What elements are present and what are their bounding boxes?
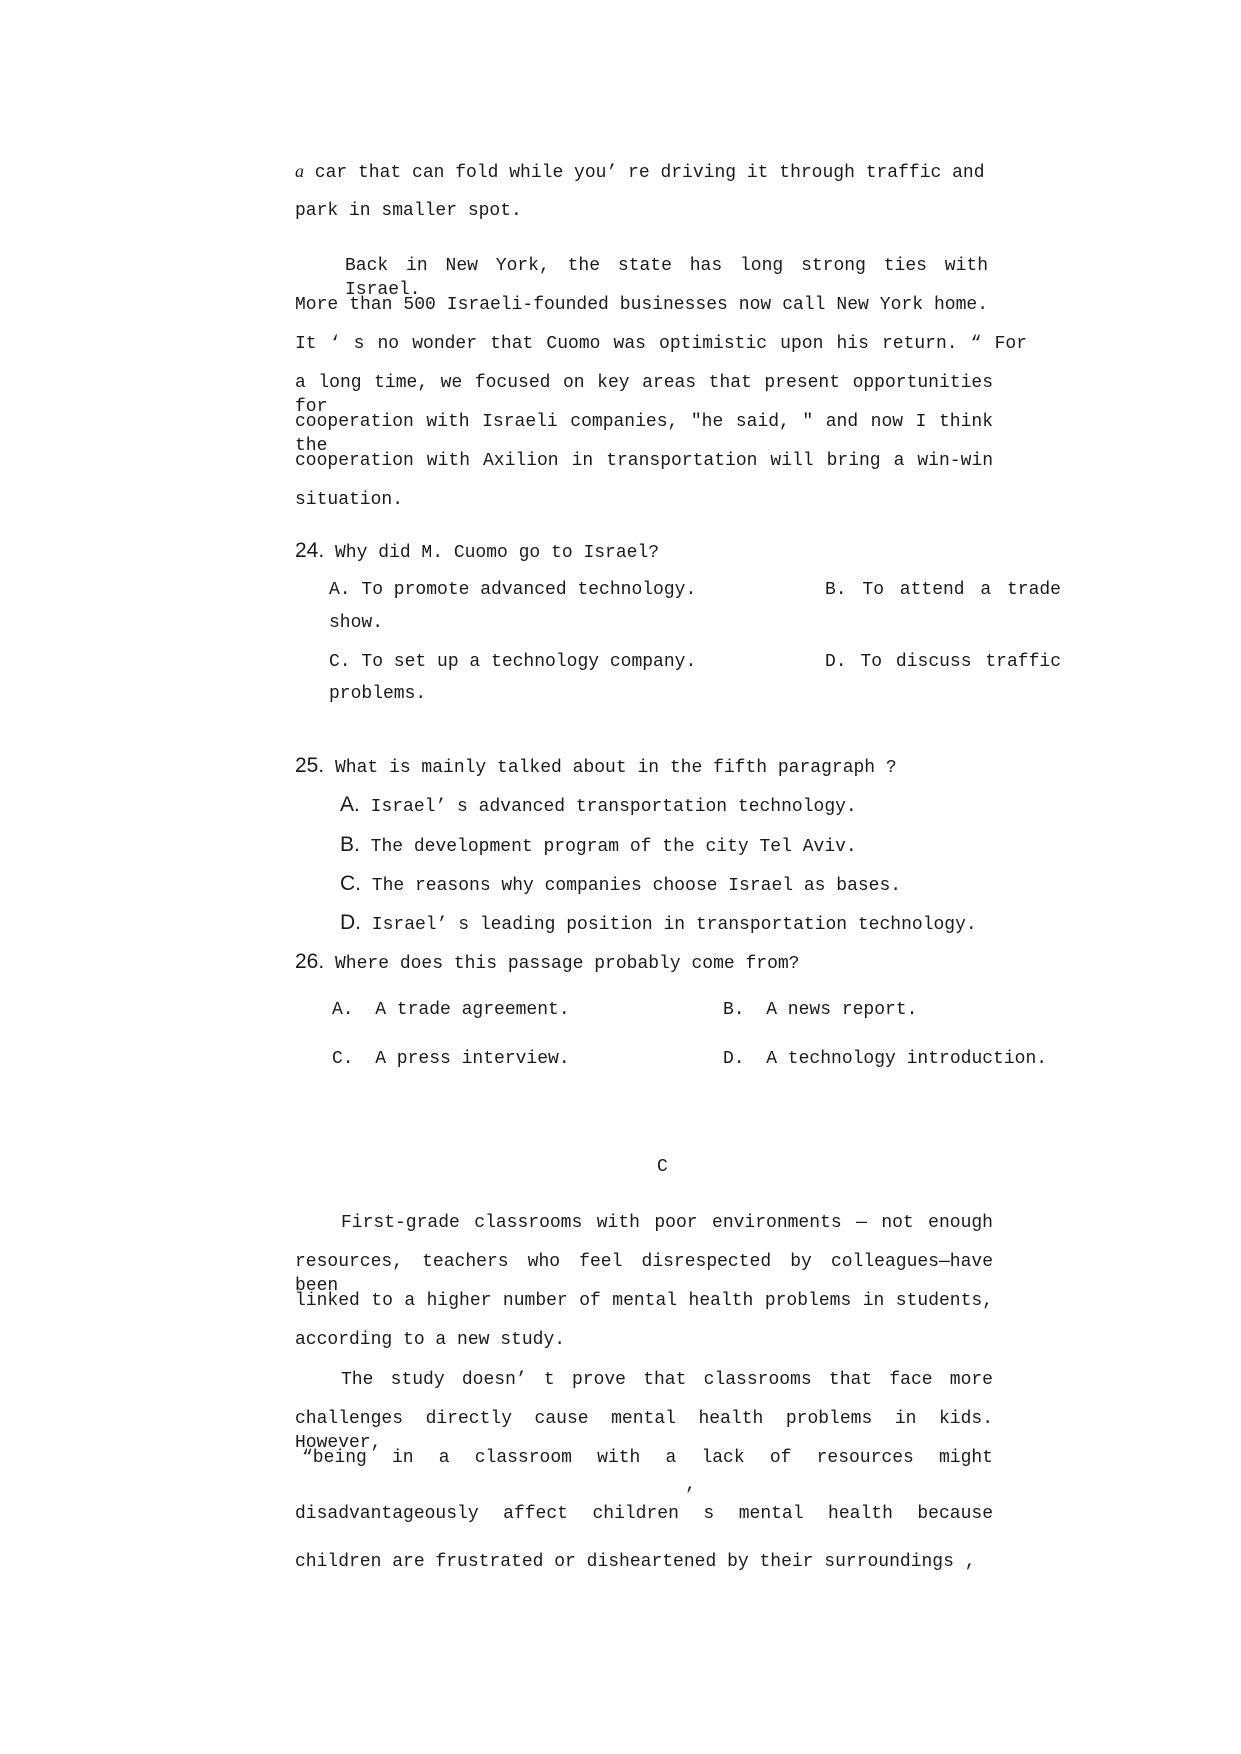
question-number: 25. <box>295 754 325 777</box>
passage-line: “being in a classroom with a lack of resources might <box>302 1448 993 1468</box>
question-text: Why did M. Cuomo go to Israel? <box>324 543 660 563</box>
passage-line: More than 500 Israeli-founded businesses now call New York home. <box>295 295 988 315</box>
passage-line: children are frustrated or disheartened by their surroundings , <box>295 1552 976 1572</box>
option-letter: B. <box>340 833 360 856</box>
option-b-cont: show. <box>329 613 384 633</box>
text: car that can fold while you’ re driving it through traffic and <box>304 163 985 183</box>
section-heading: C <box>657 1157 668 1177</box>
passage-line: cooperation with Israeli companies, ″he said, ″ and now I think the <box>295 412 993 456</box>
option-b[interactable]: B. To attend a trade <box>825 580 1061 600</box>
apostrophe-mark: ’ <box>684 1486 695 1506</box>
option-c[interactable] <box>340 872 901 898</box>
option-c[interactable]: C. To set up a technology company. <box>329 652 697 672</box>
option-letter: C. <box>340 872 361 895</box>
option-d[interactable] <box>340 911 977 937</box>
question-text: Where does this passage probably come from? <box>324 954 800 974</box>
option-a[interactable] <box>340 793 857 819</box>
passage-line: resources, teachers who feel disrespected by colleagues—have been <box>295 1252 993 1296</box>
question-text: What is mainly talked about in the fifth paragraph ? <box>324 758 897 778</box>
option-letter: D. <box>340 911 361 934</box>
option-c[interactable]: C. A press interview. <box>332 1049 570 1069</box>
passage-line: disadvantageously affect children s mental health because <box>295 1504 993 1524</box>
passage-line: cooperation with Axilion in transportation will bring a win-win <box>295 451 993 471</box>
option-d[interactable]: D. To discuss traffic <box>825 652 1061 672</box>
option-text: The reasons why companies choose Israel as bases. <box>361 876 902 896</box>
option-b[interactable] <box>340 833 857 859</box>
passage-line: park in smaller spot. <box>295 201 522 221</box>
passage-line: The study doesn’ t prove that classrooms that face more <box>341 1370 993 1390</box>
passage-line: situation. <box>295 490 404 510</box>
italic-a: a <box>295 161 304 181</box>
question-number: 24. <box>295 539 325 562</box>
option-d[interactable]: D. A technology introduction. <box>723 1049 1048 1069</box>
passage-line: linked to a higher number of mental health problems in students, <box>295 1291 993 1311</box>
passage-line: challenges directly cause mental health problems in kids. However, <box>295 1409 993 1453</box>
option-a[interactable]: A. To promote advanced technology. <box>329 580 697 600</box>
option-d-cont: problems. <box>329 684 427 704</box>
option-text: The development program of the city Tel Aviv. <box>359 837 857 857</box>
option-text: Israel’ s advanced transportation technology. <box>359 797 857 817</box>
passage-line: according to a new study. <box>295 1330 566 1350</box>
question-24 <box>295 539 659 565</box>
passage-line: a long time, we focused on key areas that present opportunities for <box>295 373 993 417</box>
passage-line <box>295 159 993 185</box>
option-a[interactable]: A. A trade agreement. <box>332 1000 570 1020</box>
option-letter: A. <box>340 793 360 816</box>
question-number: 26. <box>295 950 325 973</box>
passage-line: Back in New York, the state has long strong ties with Israel. <box>345 256 988 300</box>
option-text: Israel’ s leading position in transportation technology. <box>361 915 977 935</box>
passage-line: It ‘ s no wonder that Cuomo was optimistic upon his return. “ For <box>295 334 1027 354</box>
passage-line: First-grade classrooms with poor environments — not enough <box>341 1213 993 1233</box>
option-b[interactable]: B. A news report. <box>723 1000 918 1020</box>
question-25 <box>295 754 897 780</box>
question-26 <box>295 950 799 976</box>
